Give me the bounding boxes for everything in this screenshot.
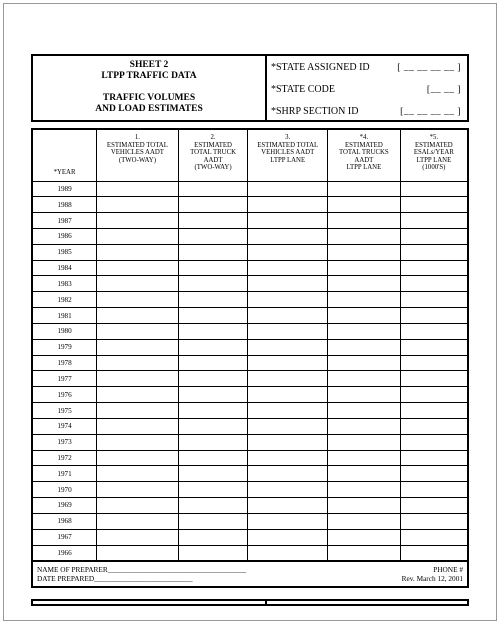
data-entry-cell[interactable] — [178, 418, 248, 434]
table-row — [32, 403, 468, 419]
data-entry-cell[interactable] — [328, 482, 401, 498]
column-header-line: TOTAL TRUCK — [190, 149, 237, 156]
data-entry-cell[interactable] — [248, 513, 328, 529]
data-entry-cell[interactable] — [328, 260, 401, 276]
data-entry-cell[interactable] — [248, 418, 328, 434]
data-entry-cell[interactable] — [328, 513, 401, 529]
data-entry-cell[interactable] — [400, 513, 468, 529]
column-number: 1. — [134, 134, 140, 141]
data-entry-cell[interactable] — [97, 339, 179, 355]
data-entry-cell[interactable] — [97, 228, 179, 244]
data-entry-cell[interactable] — [248, 292, 328, 308]
year-cell: 1977 — [32, 371, 97, 387]
data-entry-cell[interactable] — [328, 339, 401, 355]
data-entry-cell[interactable] — [178, 197, 248, 213]
data-entry-cell[interactable] — [328, 418, 401, 434]
shrp-section-id-label: *SHRP SECTION ID — [271, 106, 359, 117]
data-entry-cell[interactable] — [328, 292, 401, 308]
preparer-name-field[interactable]: NAME OF PREPARER______________________________________ — [37, 565, 247, 574]
date-prepared-field[interactable]: DATE PREPARED___________________________ — [37, 574, 193, 583]
data-entry-cell[interactable] — [97, 513, 179, 529]
year-cell: 1974 — [32, 418, 97, 434]
year-cell: 1987 — [32, 213, 97, 229]
table-row — [32, 276, 468, 292]
data-entry-cell[interactable] — [178, 434, 248, 450]
year-column-header: *YEAR — [32, 129, 97, 181]
year-cell: 1989 — [32, 181, 97, 197]
column-header-5 — [400, 129, 468, 181]
data-entry-cell[interactable] — [248, 450, 328, 466]
data-entry-cell[interactable] — [178, 181, 248, 197]
column-header-3 — [248, 129, 328, 181]
table-row — [32, 197, 468, 213]
year-cell: 1985 — [32, 244, 97, 260]
data-entry-cell[interactable] — [248, 545, 328, 561]
bottom-bar — [31, 599, 469, 606]
table-row — [32, 181, 468, 197]
data-entry-cell[interactable] — [97, 498, 179, 514]
data-entry-cell[interactable] — [178, 466, 248, 482]
data-entry-cell[interactable] — [178, 387, 248, 403]
table-row — [32, 545, 468, 561]
table-row — [32, 339, 468, 355]
data-entry-cell[interactable] — [400, 403, 468, 419]
column-header-line: (1000'S) — [422, 164, 446, 171]
table-row — [32, 529, 468, 545]
column-header-line: ESTIMATED — [344, 141, 383, 149]
data-entry-cell[interactable] — [178, 228, 248, 244]
data-entry-cell[interactable] — [328, 545, 401, 561]
data-entry-cell[interactable] — [400, 292, 468, 308]
data-entry-cell[interactable] — [328, 466, 401, 482]
data-entry-cell[interactable] — [328, 450, 401, 466]
column-header-line: AADT — [203, 156, 223, 164]
table-row — [32, 482, 468, 498]
table-row — [32, 355, 468, 371]
data-entry-cell[interactable] — [400, 418, 468, 434]
data-entry-cell[interactable] — [178, 529, 248, 545]
table-row — [32, 244, 468, 260]
sheet-number: SHEET 2 — [129, 60, 169, 70]
data-entry-cell[interactable] — [400, 308, 468, 324]
id-fields — [267, 56, 467, 120]
column-header-line: (TWO-WAY) — [118, 156, 156, 164]
revision-date: Rev. March 12, 2001 — [401, 574, 463, 583]
data-entry-cell[interactable] — [328, 228, 401, 244]
data-entry-cell[interactable] — [178, 513, 248, 529]
table-row — [32, 292, 468, 308]
state-assigned-id-label: *STATE ASSIGNED ID — [271, 62, 370, 73]
table-row — [32, 466, 468, 482]
data-entry-cell[interactable] — [328, 371, 401, 387]
data-entry-cell[interactable] — [328, 181, 401, 197]
table-row — [32, 371, 468, 387]
data-entry-cell[interactable] — [328, 403, 401, 419]
year-cell: 1978 — [32, 355, 97, 371]
column-header-2 — [178, 129, 248, 181]
data-entry-cell[interactable] — [248, 466, 328, 482]
state-code-field[interactable]: [__ __ ] — [426, 85, 461, 95]
state-code-row — [271, 82, 463, 104]
column-header-line: LTPP LANE — [270, 156, 306, 164]
data-entry-cell[interactable] — [248, 323, 328, 339]
state-assigned-id-field[interactable]: [ __ __ __ __ ] — [397, 63, 461, 73]
year-cell: 1970 — [32, 482, 97, 498]
data-entry-cell[interactable] — [97, 482, 179, 498]
data-entry-cell[interactable] — [400, 482, 468, 498]
data-entry-cell[interactable] — [400, 545, 468, 561]
data-entry-cell[interactable] — [328, 387, 401, 403]
data-entry-cell[interactable] — [97, 466, 179, 482]
data-entry-cell[interactable] — [97, 371, 179, 387]
column-number: *4. — [359, 134, 369, 141]
column-header-line: ESTIMATED TOTAL — [257, 141, 319, 149]
column-header-line: LTPP LANE — [346, 164, 382, 171]
data-entry-cell[interactable] — [97, 260, 179, 276]
column-number: 3. — [285, 134, 291, 141]
data-entry-cell[interactable] — [97, 276, 179, 292]
data-entry-cell[interactable] — [97, 308, 179, 324]
form-header — [31, 54, 469, 122]
data-entry-cell[interactable] — [328, 323, 401, 339]
data-entry-cell[interactable] — [178, 498, 248, 514]
data-entry-cell[interactable] — [400, 355, 468, 371]
data-entry-cell[interactable] — [178, 323, 248, 339]
column-header-line: LTPP LANE — [416, 156, 452, 164]
year-cell: 1972 — [32, 450, 97, 466]
table-row — [32, 434, 468, 450]
table-row — [32, 498, 468, 514]
shrp-section-id-field[interactable]: [__ __ __ __ ] — [400, 107, 461, 117]
table-row — [32, 308, 468, 324]
data-entry-cell[interactable] — [400, 244, 468, 260]
year-cell: 1968 — [32, 513, 97, 529]
form-title-line2: AND LOAD ESTIMATES — [95, 104, 203, 114]
data-entry-cell[interactable] — [97, 213, 179, 229]
data-entry-cell[interactable] — [248, 228, 328, 244]
year-cell: 1988 — [32, 197, 97, 213]
data-entry-cell[interactable] — [97, 418, 179, 434]
year-cell: 1984 — [32, 260, 97, 276]
table-row — [32, 513, 468, 529]
data-entry-cell[interactable] — [97, 323, 179, 339]
data-entry-cell[interactable] — [248, 529, 328, 545]
data-entry-cell[interactable] — [97, 197, 179, 213]
form-title-block — [33, 56, 267, 120]
table-row — [32, 387, 468, 403]
year-cell: 1969 — [32, 498, 97, 514]
year-cell: 1971 — [32, 466, 97, 482]
data-entry-cell[interactable] — [400, 323, 468, 339]
traffic-data-table — [31, 128, 469, 562]
data-entry-cell[interactable] — [400, 466, 468, 482]
data-entry-cell[interactable] — [248, 339, 328, 355]
data-entry-cell[interactable] — [178, 213, 248, 229]
data-entry-cell[interactable] — [328, 308, 401, 324]
column-header-line: ESALs/YEAR — [413, 149, 454, 156]
data-entry-cell[interactable] — [328, 434, 401, 450]
table-row — [32, 450, 468, 466]
column-header-1 — [97, 129, 179, 181]
state-code-label: *STATE CODE — [271, 84, 335, 95]
data-entry-cell[interactable] — [178, 260, 248, 276]
data-entry-cell[interactable] — [400, 387, 468, 403]
column-header-line: ESTIMATED — [194, 141, 232, 149]
year-cell: 1981 — [32, 308, 97, 324]
column-header-line: ESTIMATED TOTAL — [106, 141, 168, 149]
data-entry-cell[interactable] — [97, 450, 179, 466]
data-entry-cell[interactable] — [97, 292, 179, 308]
year-cell: 1976 — [32, 387, 97, 403]
year-cell: 1983 — [32, 276, 97, 292]
data-entry-cell[interactable] — [178, 482, 248, 498]
data-entry-cell[interactable] — [248, 387, 328, 403]
year-cell: 1966 — [32, 545, 97, 561]
year-cell: 1973 — [32, 434, 97, 450]
data-entry-cell[interactable] — [328, 498, 401, 514]
table-row — [32, 228, 468, 244]
data-entry-cell[interactable] — [97, 434, 179, 450]
data-entry-cell[interactable] — [400, 339, 468, 355]
data-entry-cell[interactable] — [178, 244, 248, 260]
data-entry-cell[interactable] — [328, 355, 401, 371]
data-entry-cell[interactable] — [178, 450, 248, 466]
data-entry-cell[interactable] — [328, 529, 401, 545]
data-entry-cell[interactable] — [97, 244, 179, 260]
data-entry-cell[interactable] — [178, 276, 248, 292]
data-entry-cell[interactable] — [178, 339, 248, 355]
year-cell: 1980 — [32, 323, 97, 339]
data-entry-cell[interactable] — [178, 403, 248, 419]
table-row — [32, 260, 468, 276]
shrp-section-id-row — [271, 104, 463, 126]
data-entry-cell[interactable] — [97, 403, 179, 419]
column-header-line: VEHICLES AADT — [261, 149, 315, 156]
data-entry-cell[interactable] — [248, 355, 328, 371]
data-entry-cell[interactable] — [400, 450, 468, 466]
data-entry-cell[interactable] — [97, 387, 179, 403]
data-entry-cell[interactable] — [178, 355, 248, 371]
data-entry-cell[interactable] — [400, 529, 468, 545]
data-entry-cell[interactable] — [248, 308, 328, 324]
data-entry-cell[interactable] — [400, 276, 468, 292]
data-entry-cell[interactable] — [248, 403, 328, 419]
data-entry-cell[interactable] — [248, 260, 328, 276]
column-header-line: AADT — [354, 156, 374, 164]
column-header-line: VEHICLES AADT — [110, 149, 164, 156]
data-entry-cell[interactable] — [248, 244, 328, 260]
data-entry-cell[interactable] — [248, 371, 328, 387]
data-entry-cell[interactable] — [400, 197, 468, 213]
data-entry-cell[interactable] — [400, 213, 468, 229]
data-entry-cell[interactable] — [400, 228, 468, 244]
data-entry-cell[interactable] — [328, 197, 401, 213]
state-assigned-id-row — [271, 60, 463, 82]
column-header-line: (TWO-WAY) — [194, 164, 232, 171]
data-entry-cell[interactable] — [400, 371, 468, 387]
data-entry-cell[interactable] — [328, 244, 401, 260]
data-entry-cell[interactable] — [248, 181, 328, 197]
table-row — [32, 323, 468, 339]
phone-field[interactable]: PHONE # — [433, 565, 463, 574]
year-cell: 1979 — [32, 339, 97, 355]
ltpp-title: LTPP TRAFFIC DATA — [101, 71, 197, 81]
data-entry-cell[interactable] — [400, 498, 468, 514]
table-row — [32, 418, 468, 434]
data-entry-cell[interactable] — [248, 434, 328, 450]
data-entry-cell[interactable] — [328, 276, 401, 292]
data-entry-cell[interactable] — [248, 276, 328, 292]
data-entry-cell[interactable] — [248, 498, 328, 514]
column-number: *5. — [429, 134, 439, 141]
form-title-line1: TRAFFIC VOLUMES — [102, 93, 196, 103]
data-entry-cell[interactable] — [178, 308, 248, 324]
column-header-line: TOTAL TRUCKS — [338, 149, 389, 156]
data-entry-cell[interactable] — [97, 355, 179, 371]
data-entry-cell[interactable] — [328, 213, 401, 229]
data-entry-cell[interactable] — [97, 181, 179, 197]
data-entry-cell[interactable] — [97, 529, 179, 545]
form-footer — [31, 562, 469, 588]
year-cell: 1967 — [32, 529, 97, 545]
year-cell: 1986 — [32, 228, 97, 244]
column-header-line: ESTIMATED — [414, 141, 453, 149]
data-entry-cell[interactable] — [97, 545, 179, 561]
data-entry-cell[interactable] — [400, 181, 468, 197]
data-entry-cell[interactable] — [400, 260, 468, 276]
data-entry-cell[interactable] — [178, 371, 248, 387]
data-entry-cell[interactable] — [248, 482, 328, 498]
data-entry-cell[interactable] — [248, 197, 328, 213]
column-header-4 — [328, 129, 401, 181]
column-number: 2. — [210, 134, 216, 141]
year-cell: 1982 — [32, 292, 97, 308]
data-entry-cell[interactable] — [178, 292, 248, 308]
data-entry-cell[interactable] — [178, 545, 248, 561]
table-row — [32, 213, 468, 229]
data-entry-cell[interactable] — [400, 434, 468, 450]
table-header-row — [32, 129, 468, 181]
data-entry-cell[interactable] — [248, 213, 328, 229]
year-cell: 1975 — [32, 403, 97, 419]
